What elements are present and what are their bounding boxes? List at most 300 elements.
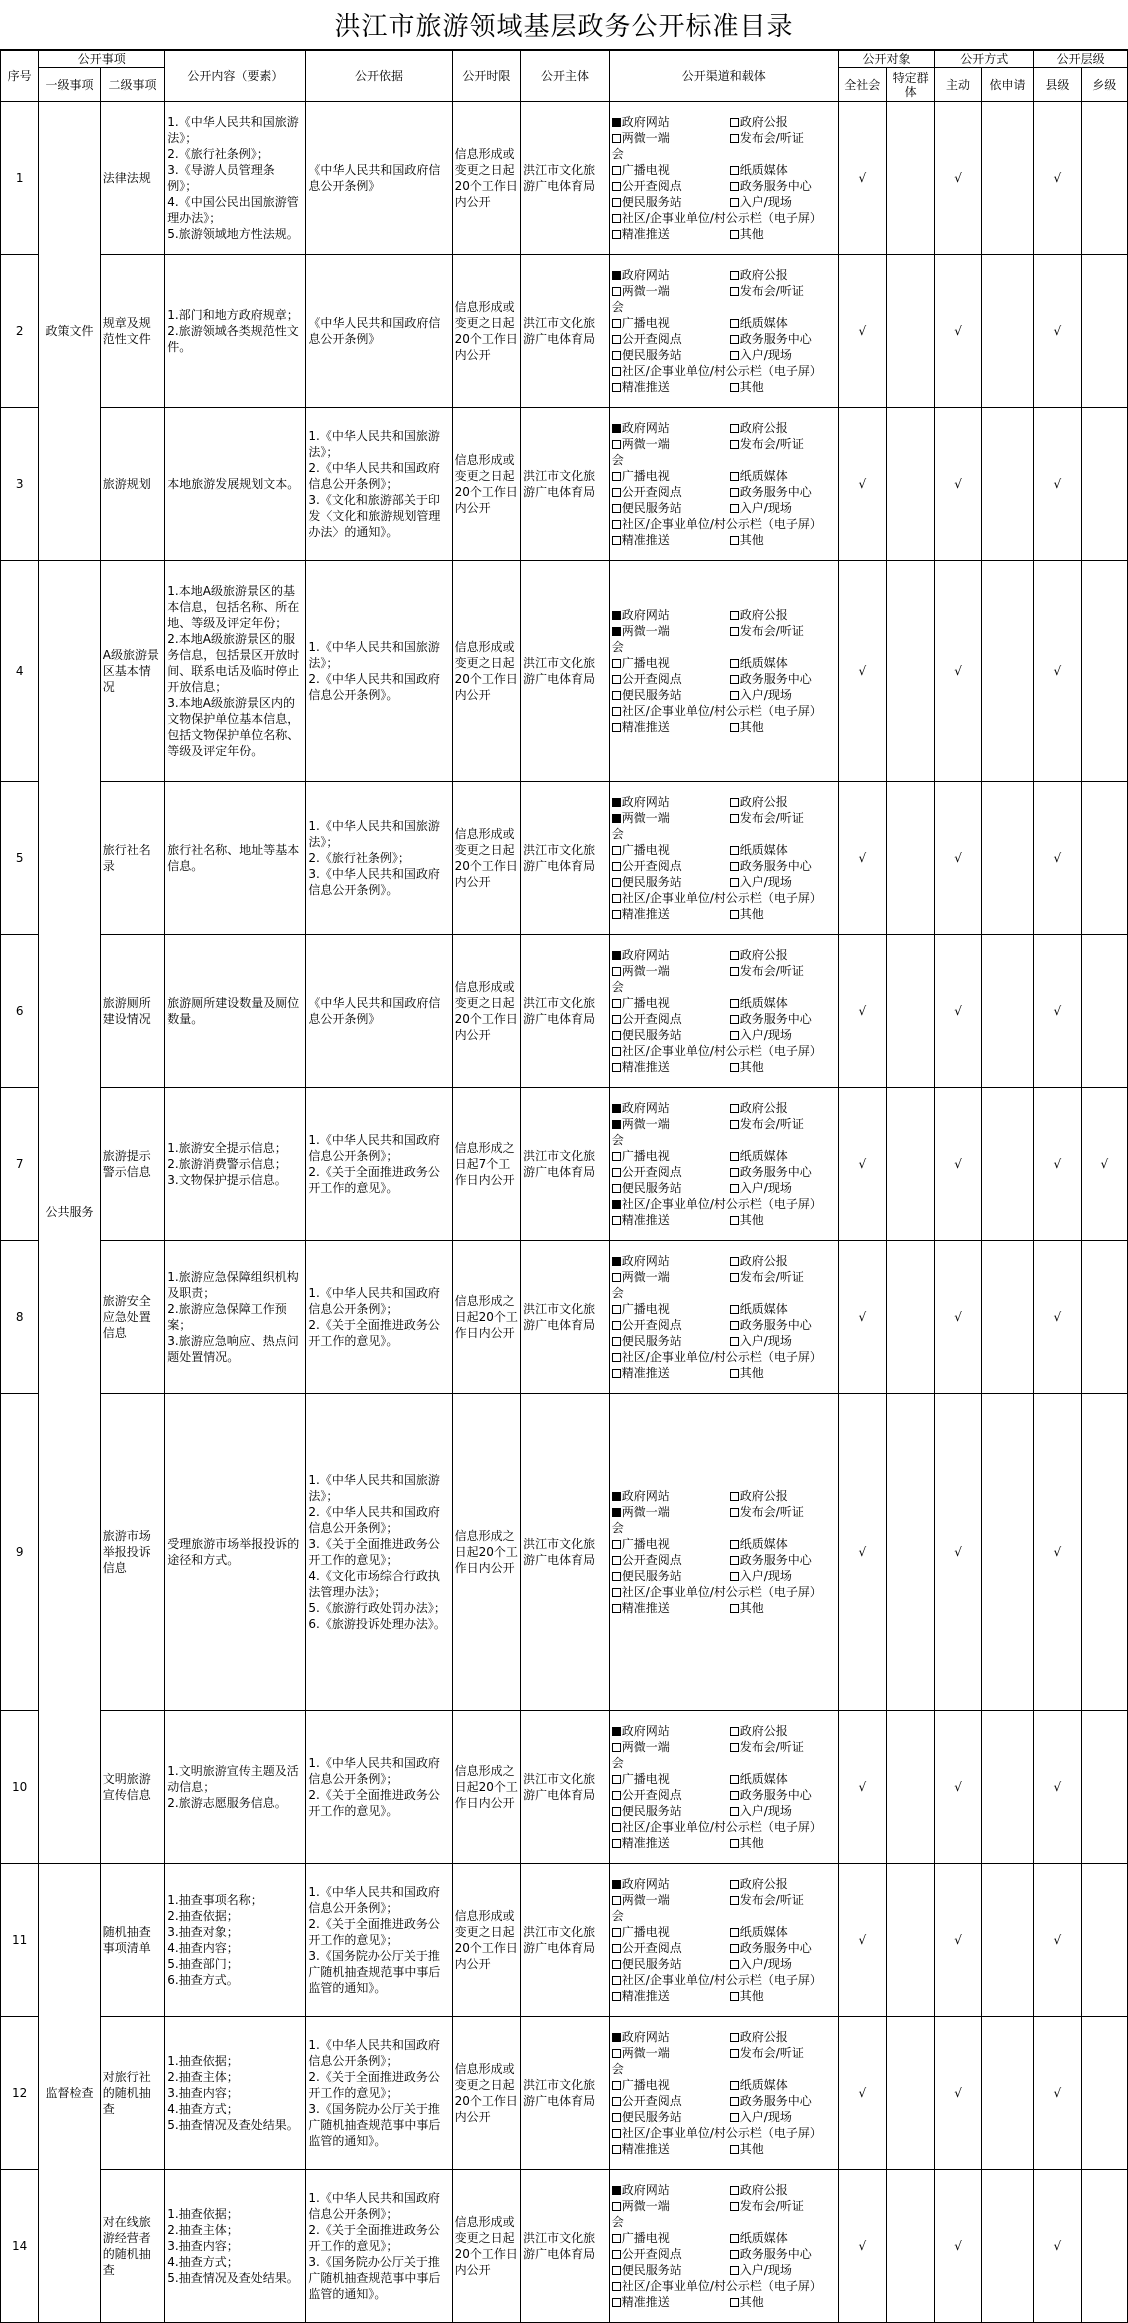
- header-channels: 公开渠道和载体: [609, 51, 838, 102]
- checkbox-empty-icon: [730, 1572, 739, 1581]
- checkbox-empty-icon: [612, 1960, 621, 1969]
- checkbox-empty-icon: [730, 814, 739, 823]
- row-seq: 14: [1, 2170, 39, 2323]
- row-seq: 8: [1, 1241, 39, 1394]
- row-level2: 旅游规划: [100, 408, 165, 561]
- channel-label: 公开查阅点: [621, 1165, 682, 1179]
- checkbox-empty-icon: [612, 691, 621, 700]
- channel-list: [612, 1253, 836, 1381]
- row-method-active: √: [935, 408, 981, 561]
- row-level-county: √: [1034, 1241, 1081, 1394]
- row-time-limit: 信息形成之日起7个工作日内公开: [452, 1088, 521, 1241]
- row-subject: 洪江市文化旅游广电体育局: [521, 255, 610, 408]
- channel-label: 入户/现场: [739, 1028, 792, 1042]
- checkbox-empty-icon: [730, 2113, 739, 2122]
- channel-door-to-door: [730, 1803, 836, 1819]
- channel-label: 精准推送: [621, 533, 670, 547]
- checkbox-empty-icon: [730, 118, 739, 127]
- row-level-county: √: [1034, 2170, 1081, 2323]
- table-row: [1, 561, 1128, 782]
- channel-paper-media: [730, 2230, 836, 2246]
- channel-label: 政府公报: [739, 608, 788, 622]
- row-content: 1.《中华人民共和国旅游法》； 2.《旅行社条例》； 3.《导游人员管理条例》； 4.《中国公民出国旅游管理办法》； 5.旅游领域地方性法规。: [165, 102, 306, 255]
- channel-label: 公开查阅点: [621, 1788, 682, 1802]
- channel-label: 政府网站: [621, 2183, 670, 2197]
- row-target-specific: [886, 561, 934, 782]
- channel-label: 政府网站: [621, 268, 670, 282]
- channel-two-micro: [612, 1269, 730, 1285]
- row-seq: 11: [1, 1864, 39, 2017]
- channel-paper-media: [730, 162, 836, 178]
- channel-label: 广播电视: [621, 1925, 670, 1939]
- channel-label: 政务服务中心: [739, 859, 812, 873]
- channel-label: 广播电视: [621, 2078, 670, 2092]
- row-basis: 《中华人民共和国政府信息公开条例》: [306, 935, 452, 1088]
- channel-label: 便民服务站: [621, 2110, 682, 2124]
- channel-label: 政府公报: [739, 115, 788, 129]
- checkbox-empty-icon: [612, 1572, 621, 1581]
- row-channels: [609, 561, 838, 782]
- checkbox-empty-icon: [612, 1992, 621, 2001]
- channel-door-to-door: [730, 1180, 836, 1196]
- channel-door-to-door: [730, 874, 836, 890]
- checkbox-empty-icon: [730, 862, 739, 871]
- table-row: [1, 1241, 1128, 1394]
- row-level-town: [1081, 1711, 1127, 1864]
- channel-paper-media: [730, 842, 836, 858]
- channel-query-point: [612, 1164, 730, 1180]
- channel-precise-push: [612, 379, 730, 395]
- channel-label: 纸质媒体: [739, 2078, 788, 2092]
- checkbox-empty-icon: [730, 1556, 739, 1565]
- channel-label: 入户/现场: [739, 1804, 792, 1818]
- channel-list: [612, 947, 836, 1075]
- checkbox-empty-icon: [730, 1896, 739, 1905]
- channel-label: 纸质媒体: [739, 1149, 788, 1163]
- channel-door-to-door: [730, 1333, 836, 1349]
- channel-other: [730, 2294, 836, 2310]
- channel-label: 其他: [739, 907, 764, 921]
- row-method-active: √: [935, 2017, 981, 2170]
- channel-query-point: [612, 2246, 730, 2262]
- document-title: 洪江市旅游领域基层政务公开标准目录: [0, 0, 1128, 50]
- row-time-limit: 信息形成或变更之日起20个工作日内公开: [452, 255, 521, 408]
- channel-two-micro: [612, 2045, 730, 2061]
- channel-label: 社区/企事业单位/村公示栏（电子屏）: [621, 211, 822, 225]
- row-seq: 1: [1, 102, 39, 255]
- channel-label: 政府网站: [621, 1724, 670, 1738]
- channel-label: 政府公报: [739, 1101, 788, 1115]
- header-level2: 二级事项: [100, 68, 165, 102]
- header-target-specific: 特定群体: [886, 68, 934, 102]
- checkbox-empty-icon: [730, 536, 739, 545]
- checkbox-empty-icon: [730, 1031, 739, 1040]
- channel-label: 其他: [739, 1060, 764, 1074]
- channel-precise-push: [612, 1059, 730, 1075]
- channel-label: 两微一端: [621, 1740, 670, 1754]
- channel-label-continued: 会: [611, 2215, 624, 2229]
- channel-service-station: [612, 1333, 730, 1349]
- channel-list: [612, 1876, 836, 2004]
- channel-other: [730, 1212, 836, 1228]
- row-level-county: √: [1034, 1864, 1081, 2017]
- checkbox-empty-icon: [730, 1184, 739, 1193]
- row-content: 本地旅游发展规划文本。: [165, 408, 306, 561]
- checkbox-empty-icon: [612, 1944, 621, 1953]
- channel-press-conf: [730, 436, 836, 452]
- channel-label: 社区/企事业单位/村公示栏（电子屏）: [621, 1973, 822, 1987]
- row-method-active: √: [935, 1241, 981, 1394]
- row-method-active: √: [935, 255, 981, 408]
- channel-press-conf: [730, 1739, 836, 1755]
- checkbox-empty-icon: [612, 910, 621, 919]
- checkbox-empty-icon: [612, 1184, 621, 1193]
- channel-two-micro: [612, 436, 730, 452]
- checkbox-empty-icon: [612, 1216, 621, 1225]
- channel-label: 发布会/听证: [739, 1270, 804, 1284]
- channel-service-station: [612, 1180, 730, 1196]
- row-basis: 《中华人民共和国政府信息公开条例》: [306, 255, 452, 408]
- channel-service-center: [730, 1552, 836, 1568]
- channel-paper-media: [730, 2077, 836, 2093]
- channel-gov-site: [612, 794, 730, 810]
- channel-label: 入户/现场: [739, 348, 792, 362]
- channel-gov-site: [612, 2029, 730, 2045]
- channel-label: 其他: [739, 2142, 764, 2156]
- channel-label: 社区/企事业单位/村公示栏（电子屏）: [621, 704, 822, 718]
- row-level-town: [1081, 1864, 1127, 2017]
- channel-community-board: [612, 210, 836, 226]
- table-row: [1, 1394, 1128, 1711]
- table-row: [1, 1711, 1128, 1864]
- row-target-all: √: [838, 1241, 886, 1394]
- checkbox-empty-icon: [730, 335, 739, 344]
- checkbox-checked-icon: [612, 1880, 621, 1889]
- checkbox-empty-icon: [612, 1015, 621, 1024]
- row-content: 1.本地A级旅游景区的基本信息，包括名称、所在地、等级及评定年份； 2.本地A级旅游景区的服务信息，包括景区开放时间、联系电话及临时停止开放信息； 3.本地A级旅游景区内的文物保护单位基本信息，包括文物保护单位名称、等级及评定年份。: [165, 561, 306, 782]
- row-subject: 洪江市文化旅游广电体育局: [521, 408, 610, 561]
- channel-gov-site: [612, 114, 730, 130]
- channel-label: 便民服务站: [621, 875, 682, 889]
- table-header: [1, 51, 1128, 102]
- row-channels: [609, 1241, 838, 1394]
- channel-label: 政府网站: [621, 795, 670, 809]
- row-time-limit: 信息形成或变更之日起20个工作日内公开: [452, 2170, 521, 2323]
- channel-label: 纸质媒体: [739, 1302, 788, 1316]
- channel-two-micro: [612, 810, 730, 826]
- channel-list: [612, 2182, 836, 2310]
- channel-gov-gazette: [730, 267, 836, 283]
- row-seq: 5: [1, 782, 39, 935]
- row-target-specific: [886, 255, 934, 408]
- channel-press-conf: [730, 283, 836, 299]
- checkbox-empty-icon: [612, 1775, 621, 1784]
- channel-gov-site: [612, 267, 730, 283]
- channel-label: 纸质媒体: [739, 1772, 788, 1786]
- checkbox-empty-icon: [730, 1727, 739, 1736]
- group-supervision: 监督检查: [39, 1864, 100, 2323]
- channel-service-center: [730, 484, 836, 500]
- channel-other: [730, 1600, 836, 1616]
- header-target-group: 公开对象: [838, 51, 935, 68]
- channel-label-continued: 会: [611, 453, 624, 467]
- channel-label: 两微一端: [621, 1117, 670, 1131]
- checkbox-empty-icon: [730, 2049, 739, 2058]
- table-body: [1, 102, 1128, 2323]
- checkbox-empty-icon: [730, 134, 739, 143]
- checkbox-empty-icon: [730, 1775, 739, 1784]
- channel-label: 精准推送: [621, 1213, 670, 1227]
- channel-community-board: [612, 363, 836, 379]
- channel-service-station: [612, 194, 730, 210]
- table-row: [1, 2170, 1128, 2323]
- checkbox-empty-icon: [730, 1273, 739, 1282]
- channel-label: 政府公报: [739, 795, 788, 809]
- row-level-county: √: [1034, 408, 1081, 561]
- channel-broadcast: [612, 1924, 730, 1940]
- checkbox-empty-icon: [730, 675, 739, 684]
- channel-label: 入户/现场: [739, 1957, 792, 1971]
- channel-precise-push: [612, 226, 730, 242]
- channel-label-continued: 会: [611, 980, 624, 994]
- channel-gov-site: [612, 1253, 730, 1269]
- row-seq: 2: [1, 255, 39, 408]
- row-level-county: √: [1034, 561, 1081, 782]
- row-level-town: [1081, 935, 1127, 1088]
- checkbox-empty-icon: [612, 134, 621, 143]
- channel-query-point: [612, 1787, 730, 1803]
- channel-label: 社区/企事业单位/村公示栏（电子屏）: [621, 517, 822, 531]
- table-row: [1, 408, 1128, 561]
- channel-label: 政府公报: [739, 1724, 788, 1738]
- channel-gov-site: [612, 1876, 730, 1892]
- checkbox-empty-icon: [612, 367, 621, 376]
- channel-label: 发布会/听证: [739, 811, 804, 825]
- checkbox-empty-icon: [612, 230, 621, 239]
- channel-community-board: [612, 2125, 836, 2141]
- row-subject: 洪江市文化旅游广电体育局: [521, 2017, 610, 2170]
- header-level1: 一级事项: [39, 68, 100, 102]
- channel-label: 政务服务中心: [739, 1318, 812, 1332]
- channel-label: 便民服务站: [621, 1028, 682, 1042]
- checkbox-empty-icon: [612, 862, 621, 871]
- checkbox-empty-icon: [730, 440, 739, 449]
- checkbox-empty-icon: [612, 2145, 621, 2154]
- row-target-all: √: [838, 2170, 886, 2323]
- checkbox-empty-icon: [730, 488, 739, 497]
- channel-door-to-door: [730, 347, 836, 363]
- row-time-limit: 信息形成或变更之日起20个工作日内公开: [452, 408, 521, 561]
- row-level-county: √: [1034, 255, 1081, 408]
- row-level-town: [1081, 561, 1127, 782]
- channel-label: 公开查阅点: [621, 672, 682, 686]
- channel-label: 公开查阅点: [621, 2247, 682, 2261]
- row-method-request: [981, 561, 1033, 782]
- channel-label: 政务服务中心: [739, 1788, 812, 1802]
- channel-service-center: [730, 858, 836, 874]
- checkbox-empty-icon: [612, 2202, 621, 2211]
- checkbox-empty-icon: [730, 967, 739, 976]
- channel-paper-media: [730, 315, 836, 331]
- channel-paper-media: [730, 1771, 836, 1787]
- channel-precise-push: [612, 1212, 730, 1228]
- checkbox-empty-icon: [612, 1823, 621, 1832]
- channel-precise-push: [612, 1835, 730, 1851]
- channel-paper-media: [730, 1536, 836, 1552]
- channel-broadcast: [612, 468, 730, 484]
- row-level2: 对旅行社的随机抽查: [100, 2017, 165, 2170]
- header-target-all: 全社会: [838, 68, 886, 102]
- channel-label: 政府公报: [739, 1254, 788, 1268]
- channel-label: 入户/现场: [739, 1181, 792, 1195]
- channel-community-board: [612, 1972, 836, 1988]
- channel-service-center: [730, 1787, 836, 1803]
- channel-community-board: [612, 1819, 836, 1835]
- row-level-town: [1081, 2170, 1127, 2323]
- row-level-town: [1081, 782, 1127, 935]
- row-subject: 洪江市文化旅游广电体育局: [521, 102, 610, 255]
- channel-label: 便民服务站: [621, 348, 682, 362]
- channel-gov-gazette: [730, 1488, 836, 1504]
- channel-label-continued: 会: [611, 1756, 624, 1770]
- checkbox-empty-icon: [612, 1047, 621, 1056]
- channel-paper-media: [730, 655, 836, 671]
- row-level-county: √: [1034, 1088, 1081, 1241]
- row-target-all: √: [838, 935, 886, 1088]
- checkbox-empty-icon: [612, 723, 621, 732]
- channel-gov-gazette: [730, 1876, 836, 1892]
- channel-label: 社区/企事业单位/村公示栏（电子屏）: [621, 1350, 822, 1364]
- channel-label: 纸质媒体: [739, 656, 788, 670]
- checkbox-empty-icon: [730, 2234, 739, 2243]
- row-target-all: √: [838, 1864, 886, 2017]
- channel-label-continued: 会: [611, 1133, 624, 1147]
- row-basis: 1.《中华人民共和国政府信息公开条例》； 2.《关于全面推进政务公开工作的意见》。: [306, 1241, 452, 1394]
- channel-broadcast: [612, 1301, 730, 1317]
- channel-label-continued: 会: [611, 147, 624, 161]
- channel-label: 发布会/听证: [739, 131, 804, 145]
- checkbox-checked-icon: [612, 951, 621, 960]
- channel-broadcast: [612, 995, 730, 1011]
- checkbox-empty-icon: [730, 1305, 739, 1314]
- channel-list: [612, 1488, 836, 1616]
- channel-two-micro: [612, 130, 730, 146]
- row-method-request: [981, 255, 1033, 408]
- channel-label: 其他: [739, 227, 764, 241]
- channel-label: 入户/现场: [739, 1569, 792, 1583]
- channel-door-to-door: [730, 2109, 836, 2125]
- checkbox-empty-icon: [612, 1321, 621, 1330]
- channel-label: 便民服务站: [621, 1957, 682, 1971]
- row-subject: 洪江市文化旅游广电体育局: [521, 1241, 610, 1394]
- row-level2: 旅游提示警示信息: [100, 1088, 165, 1241]
- channel-label: 精准推送: [621, 907, 670, 921]
- checkbox-empty-icon: [612, 1839, 621, 1848]
- channel-label: 广播电视: [621, 163, 670, 177]
- channel-label: 广播电视: [621, 469, 670, 483]
- row-basis: 1.《中华人民共和国政府信息公开条例》； 2.《关于全面推进政务公开工作的意见》。: [306, 1711, 452, 1864]
- row-basis: 1.《中华人民共和国政府信息公开条例》； 2.《关于全面推进政务公开工作的意见》； 3.《国务院办公厅关于推广随机抽查规范事中事后监管的通知》。: [306, 2017, 452, 2170]
- checkbox-checked-icon: [612, 1200, 621, 1209]
- channel-label: 入户/现场: [739, 195, 792, 209]
- checkbox-empty-icon: [612, 1588, 621, 1597]
- checkbox-empty-icon: [612, 2266, 621, 2275]
- row-time-limit: 信息形成或变更之日起20个工作日内公开: [452, 1864, 521, 2017]
- channel-label: 政务服务中心: [739, 2094, 812, 2108]
- row-channels: [609, 935, 838, 1088]
- checkbox-empty-icon: [730, 846, 739, 855]
- checkbox-empty-icon: [730, 198, 739, 207]
- row-subject: 洪江市文化旅游广电体育局: [521, 2170, 610, 2323]
- row-time-limit: 信息形成或变更之日起20个工作日内公开: [452, 102, 521, 255]
- channel-query-point: [612, 1940, 730, 1956]
- row-target-specific: [886, 1711, 934, 1864]
- channel-service-center: [730, 1164, 836, 1180]
- channel-other: [730, 1988, 836, 2004]
- channel-precise-push: [612, 532, 730, 548]
- channel-other: [730, 1059, 836, 1075]
- checkbox-empty-icon: [612, 675, 621, 684]
- row-target-all: √: [838, 2017, 886, 2170]
- channel-label: 发布会/听证: [739, 624, 804, 638]
- row-level-town: [1081, 2017, 1127, 2170]
- channel-service-station: [612, 1568, 730, 1584]
- channel-broadcast: [612, 315, 730, 331]
- row-basis: 1.《中华人民共和国政府信息公开条例》； 2.《关于全面推进政务公开工作的意见》。: [306, 1088, 452, 1241]
- checkbox-empty-icon: [612, 1604, 621, 1613]
- channel-label: 政府网站: [621, 1254, 670, 1268]
- channel-label: 精准推送: [621, 227, 670, 241]
- channel-list: [612, 794, 836, 922]
- row-basis: 1.《中华人民共和国旅游法》； 2.《中华人民共和国政府信息公开条例》。: [306, 561, 452, 782]
- channel-service-center: [730, 1317, 836, 1333]
- channel-service-center: [730, 1011, 836, 1027]
- checkbox-empty-icon: [730, 166, 739, 175]
- channel-community-board: [612, 1349, 836, 1365]
- channel-label: 两微一端: [621, 1505, 670, 1519]
- row-time-limit: 信息形成或变更之日起20个工作日内公开: [452, 782, 521, 935]
- row-basis: 1.《中华人民共和国旅游法》； 2.《中华人民共和国政府信息公开条例》； 3.《关于全面推进政务公开工作的意见》； 4.《文化市场综合行政执法管理办法》； 5.《旅游行政处罚办法》； 6.《旅游投诉处理办法》。: [306, 1394, 452, 1711]
- checkbox-empty-icon: [612, 1791, 621, 1800]
- row-subject: 洪江市文化旅游广电体育局: [521, 935, 610, 1088]
- checkbox-empty-icon: [612, 659, 621, 668]
- row-basis: 《中华人民共和国政府信息公开条例》: [306, 102, 452, 255]
- header-level-group: 公开层级: [1034, 51, 1128, 68]
- header-level-town: 乡级: [1081, 68, 1127, 102]
- channel-label: 其他: [739, 1366, 764, 1380]
- checkbox-empty-icon: [612, 1369, 621, 1378]
- channel-label: 纸质媒体: [739, 469, 788, 483]
- channel-service-station: [612, 1956, 730, 1972]
- channel-label: 公开查阅点: [621, 485, 682, 499]
- row-method-request: [981, 782, 1033, 935]
- channel-label: 政府网站: [621, 421, 670, 435]
- row-method-active: √: [935, 1088, 981, 1241]
- checkbox-checked-icon: [612, 1492, 621, 1501]
- channel-two-micro: [612, 1892, 730, 1908]
- checkbox-empty-icon: [612, 440, 621, 449]
- channel-label: 两微一端: [621, 1270, 670, 1284]
- row-target-all: √: [838, 102, 886, 255]
- header-method-group: 公开方式: [935, 51, 1034, 68]
- checkbox-empty-icon: [730, 1152, 739, 1161]
- checkbox-checked-icon: [612, 2033, 621, 2042]
- row-method-request: [981, 1241, 1033, 1394]
- row-target-all: √: [838, 255, 886, 408]
- row-seq: 7: [1, 1088, 39, 1241]
- checkbox-empty-icon: [612, 1337, 621, 1346]
- channel-gov-gazette: [730, 1723, 836, 1739]
